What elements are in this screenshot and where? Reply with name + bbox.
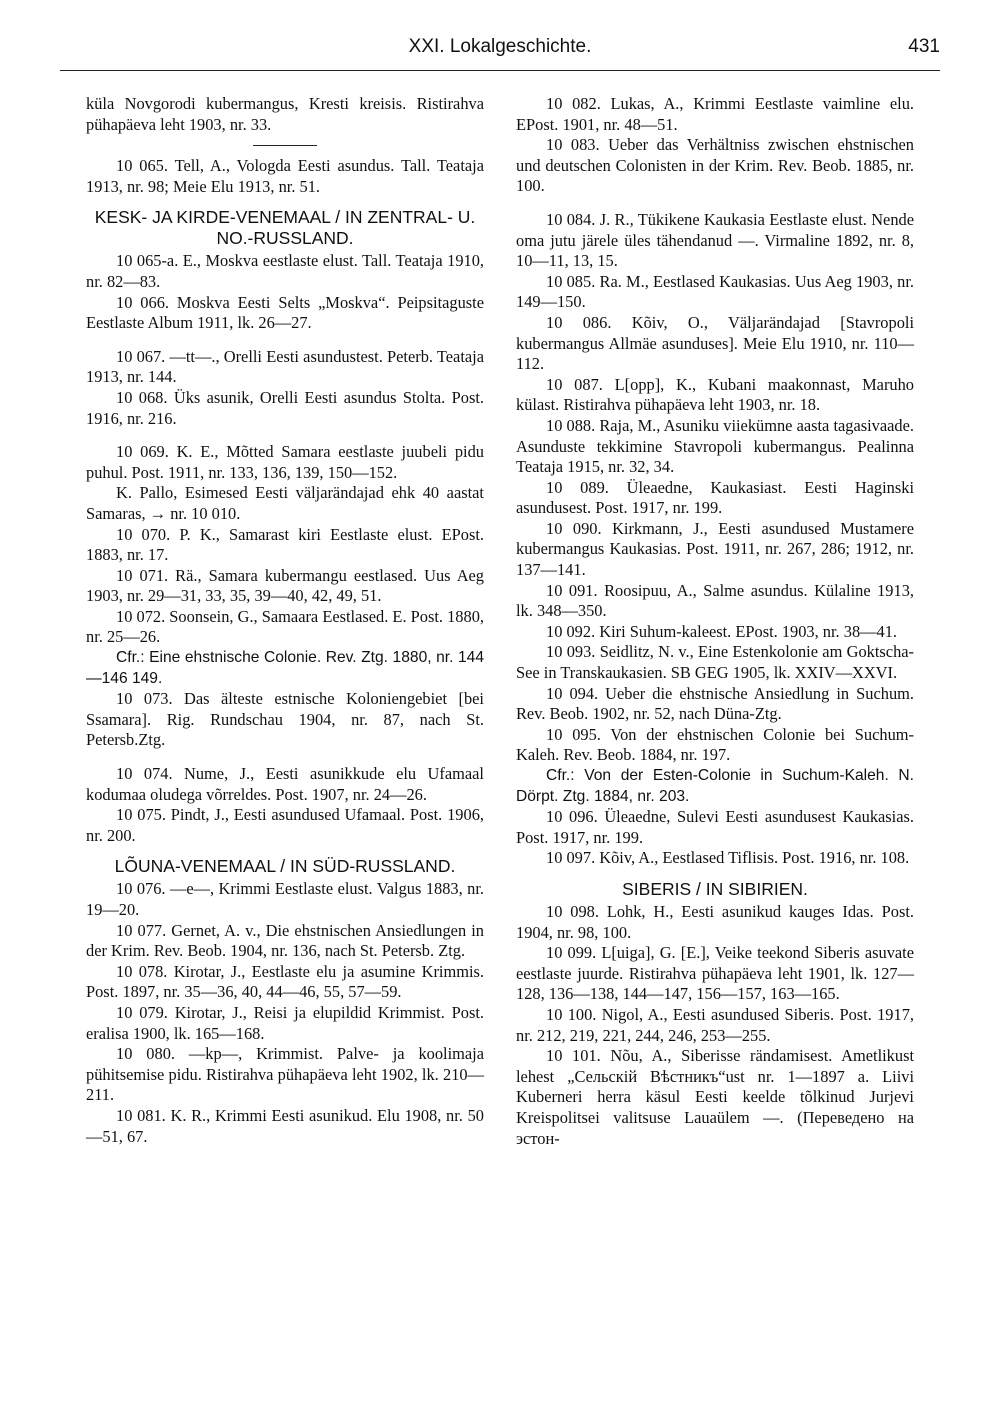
entry-10080: 10 080. —kp—, Krimmist. Palve- ja koolimaja pühitsemise pidu. Ristirahva pühapäeva leht 1902, lk. 210—211.: [86, 1044, 484, 1105]
entry-10078: 10 078. Kirotar, J., Eestlaste elu ja asumine Krimmis. Post. 1897, nr. 35—36, 40, 44—46, 55, 57—59.: [86, 961, 484, 1002]
entry-10065: 10 065. Tell, A., Vologda Eesti asundus. Tall. Teataja 1913, nr. 98; Meie Elu 1913, nr. 51.: [86, 156, 484, 196]
entry-10066: 10 066. Moskva Eesti Selts „Moskva“. Peipsitaguste Eestlaste Album 1911, lk. 26—27.: [86, 292, 484, 333]
entry-10100: 10 100. Nigol, A., Eesti asundused Siberis. Post. 1917, nr. 212, 219, 221, 244, 246, 253—255.: [516, 1004, 914, 1045]
running-title: XXI. Lokalgeschichte.: [408, 36, 592, 57]
entry-10067: 10 067. —tt—., Orelli Eesti asundustest. Peterb. Teataja 1913, nr. 144.: [86, 346, 484, 387]
separator-rule: [253, 145, 317, 146]
section-heading-south-russia: LÕUNA-VENEMAAL / IN SÜD-RUSSLAND.: [114, 856, 456, 877]
entry-10097: 10 097. Kõiv, A., Eestlased Tiflisis. Post. 1916, nr. 108.: [546, 848, 910, 868]
entry-10074: 10 074. Nume, J., Eesti asunikkude elu Ufamaal kodumaa oludega võrreldes. Post. 1907, nr. 24—26.: [86, 764, 484, 804]
entry-10088: 10 088. Raja, M., Asuniku viiekümne aasta tagasivaade. Asunduste tekkimine Stavropoli kubermangus. Pealinna Teataja 1915, nr. 32, 34.: [516, 415, 914, 477]
cfr-10095: Cfr.: Von der Esten-Colonie in Suchum-Kaleh. N. Dörpt. Ztg. 1884, nr. 203.: [516, 767, 914, 805]
entry-10095: 10 095. Von der ehstnischen Colonie bei Suchum-Kaleh. Rev. Beob. 1884, nr. 197.: [516, 724, 914, 765]
entry-10087: 10 087. L[opp], K., Kubani maakonnast, Maruho külast. Ristirahva pühapäeva leht 1903, nr. 18.: [516, 374, 914, 415]
entry-10089: 10 089. Üleaedne, Kaukasiast. Eesti Haginski asundusest. Post. 1917, nr. 199.: [516, 477, 914, 518]
entry-10086: 10 086. Kõiv, O., Väljarändajad [Stavropoli kubermangus Allmäe asunduses]. Meie Elu 1910, nr. 110—112.: [516, 312, 914, 374]
entry-10093: 10 093. Seidlitz, N. v., Eine Estenkolonie am Goktscha-See in Transkaukasien. SB GEG 1905, lk. XXIV—XXVI.: [516, 642, 914, 683]
entry-10094: 10 094. Ueber die ehstnische Ansiedlung in Suchum. Rev. Beob. 1902, nr. 52, nach Düna-Ztg.: [516, 683, 914, 724]
right-column: [516, 94, 914, 1149]
entry-10098: 10 098. Lohk, H., Eesti asunikud kauges Idas. Post. 1904, nr. 98, 100.: [516, 901, 914, 942]
entry-10090: 10 090. Kirkmann, J., Eesti asundused Mustamere kubermangus Kaukasias. Post. 1911, nr. 267, 286; 1912, nr. 137—141.: [516, 518, 914, 580]
entry-10073: 10 073. Das älteste estnische Koloniengebiet [bei Ssamara]. Rig. Rundschau 1904, nr. 87, nach St. Petersb.Ztg.: [86, 689, 484, 750]
entry-10092: 10 092. Kiri Suhum-kaleest. EPost. 1903, nr. 38—41.: [546, 621, 898, 641]
entry-10069: 10 069. K. E., Mõtted Samara eestlaste juubeli pidu puhul. Post. 1911, nr. 133, 136, 139, 150—152.: [86, 442, 484, 482]
entry-10068: 10 068. Üks asunik, Orelli Eesti asundus Stolta. Post. 1916, nr. 216.: [86, 387, 484, 428]
entry-10077: 10 077. Gernet, A. v., Die ehstnischen Ansiedlungen in der Krim. Rev. Beob. 1904, nr. 136, nach St. Petersb. Ztg.: [86, 920, 484, 961]
entry-10091: 10 091. Roosipuu, A., Salme asundus. Külaline 1913, lk. 348—350.: [516, 580, 914, 621]
entry-10076: 10 076. —e—, Krimmi Eestlaste elust. Valgus 1883, nr. 19—20.: [86, 879, 484, 919]
entry-10070: 10 070. P. K., Samarast kiri Eestlaste elust. EPost. 1883, nr. 17.: [86, 524, 484, 565]
entry-10082: 10 082. Lukas, A., Krimmi Eestlaste vaimline elu. EPost. 1901, nr. 48—51.: [516, 94, 914, 134]
entry-10101: 10 101. Nõu, A., Siberisse rändamisest. Ametlikust lehest „Сельскій Вѣстникъ“ust nr. 1—1897 a. Liivi Kuberneri herra käsul Eesti keelde tõlkinud Jurjevi Kreispolitsei valitsuse Lauaülem —. (Переведено на эстон-: [516, 1046, 914, 1148]
entry-10065a: 10 065-a. E., Moskva eestlaste elust. Tall. Teataja 1910, nr. 82—83.: [86, 251, 484, 291]
page-header: [60, 30, 940, 71]
section-heading-central-russia: KESK- JA KIRDE-VENEMAAL / IN ZENTRAL- U. NO.-RUSSLAND.: [94, 207, 476, 249]
entry-10081: 10 081. K. R., Krimmi Eesti asunikud. Elu 1908, nr. 50—51, 67.: [86, 1105, 484, 1146]
entry-10075: 10 075. Pindt, J., Eesti asundused Ufamaal. Post. 1906, nr. 200.: [86, 805, 484, 845]
entry-10096: 10 096. Üleaedne, Sulevi Eesti asundusest Kaukasias. Post. 1917, nr. 199.: [516, 807, 914, 847]
section-heading-siberia: SIBERIS / IN SIBIRIEN.: [622, 878, 808, 899]
entry-10083: 10 083. Ueber das Verhältniss zwischen ehstnischen und deutschen Colonisten in der Krim. Rev. Beob. 1885, nr. 100.: [516, 135, 914, 196]
entry-10069-pallo: K. Pallo, Esimesed Eesti väljarändajad ehk 40 aastat Samaras, → nr. 10 010.: [86, 483, 484, 523]
left-column: [86, 94, 484, 1147]
entry-10079: 10 079. Kirotar, J., Reisi ja elupildid Krimmist. Post. eralisa 1900, lk. 165—168.: [86, 1002, 484, 1043]
entry-continuation: küla Novgorodi kubermangus, Kresti kreisis. Ristirahva pühapäeva leht 1903, nr. 33.: [86, 94, 484, 134]
entry-10085: 10 085. Ra. M., Eestlased Kaukasias. Uus Aeg 1903, nr. 149—150.: [516, 271, 914, 312]
page-number: 431: [908, 36, 940, 57]
cfr-10072: Cfr.: Eine ehstnische Colonie. Rev. Ztg. 1880, nr. 144—146 149.: [86, 649, 484, 687]
entry-10072: 10 072. Soonsein, G., Samaara Eestlased. E. Post. 1880, nr. 25—26.: [86, 606, 484, 647]
entry-10071: 10 071. Rä., Samara kubermangu eestlased. Uus Aeg 1903, nr. 29—31, 33, 35, 39—40, 42, 49, 51.: [86, 565, 484, 606]
entry-10099: 10 099. L[uiga], G. [E.], Veike teekond Siberis asuvate eestlaste juurde. Ristirahva pühapäeva leht 1901, lk. 127—128, 136—138, 144—147, 156—157, 163—165.: [516, 943, 914, 1004]
entry-10084: 10 084. J. R., Tükikene Kaukasia Eestlaste elust. Nende oma jutu järele üles tähendanud —. Virmaline 1892, nr. 8, 10—11, 13, 15.: [516, 209, 914, 271]
